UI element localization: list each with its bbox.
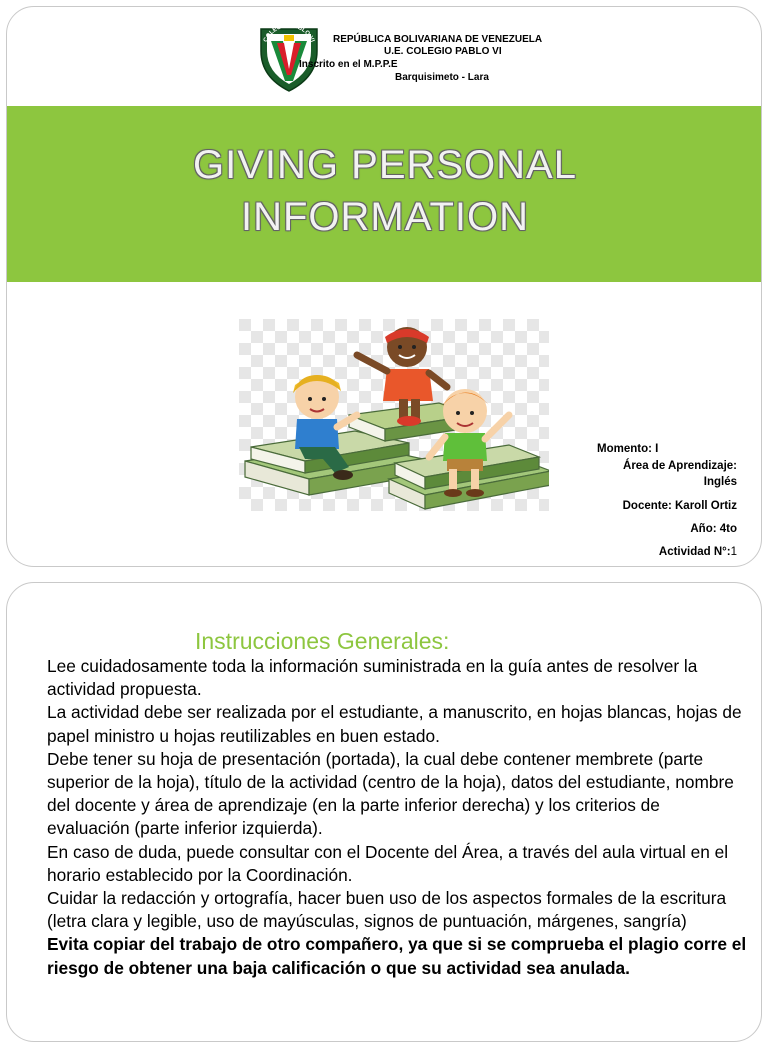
meta-area-label: Área de Aprendizaje: (623, 460, 737, 472)
cover-slide (6, 6, 762, 567)
meta-actividad (659, 545, 737, 559)
meta-actividad-number: 1 (730, 546, 737, 558)
school-crest-logo (257, 21, 321, 93)
title-line-2: INFORMATION (240, 195, 529, 239)
meta-anio: Año: 4to (690, 523, 737, 535)
instructions-body (47, 655, 747, 980)
logo-text: COLEGIO PABLO VI (262, 22, 316, 44)
meta-actividad-label: Actividad N°: (658, 546, 731, 558)
instruction-item: Lee cuidadosamente toda la información suministrada en la guía antes de resolver la actividad propuesta. (47, 656, 698, 700)
instruction-item: La actividad debe ser realizada por el estudiante, a manuscrito, en hojas blancas, hojas de papel ministro u hojas reutilizables en buen estado. (47, 702, 742, 746)
instruction-item: En caso de duda, puede consultar con el Docente del Área, a través del aula virtual en el horario establecido por la Coordinación. (47, 841, 729, 885)
meta-docente: Docente: Karoll Ortiz (622, 500, 737, 512)
kids-on-books-illustration (239, 319, 549, 511)
header-country: REPÚBLICA BOLIVARIANA DE VENEZUELA (333, 34, 543, 45)
header-city: Barquisimeto - Lara (395, 72, 489, 83)
instruction-item: Debe tener su hoja de presentación (portada), la cual debe contener membrete (parte superior de la hoja), título de la actividad (centro de la hoja), datos del estudiante, nombre del docente y área de aprendizaje (en la parte inferior derecha) y los criterios de evaluación (parte inferior izquierda). (47, 748, 734, 839)
meta-momento: Momento: I (597, 443, 659, 455)
header-registration: Inscrito en el M.P.P.E (299, 59, 398, 70)
instruction-item: Cuidar la redacción y ortografía, hacer buen uso de los aspectos formales de la escritura (letra clara y legible, uso de mayúsculas, signos de puntuación, márgenes, sangría) (47, 888, 727, 932)
instructions-title: Instrucciones Generales: (195, 628, 450, 654)
header-school: U.E. COLEGIO PABLO VI (384, 46, 502, 57)
title-banner (7, 106, 762, 282)
plagiarism-warning: Evita copiar del trabajo de otro compañero, ya que si se comprueba el plagio corre el riesgo de obtener una baja calificación o que su actividad sea anulada. (47, 934, 747, 978)
title-line-1: GIVING PERSONAL (193, 143, 577, 187)
meta-area-value: Inglés (703, 476, 737, 488)
instructions-slide (6, 582, 762, 1042)
